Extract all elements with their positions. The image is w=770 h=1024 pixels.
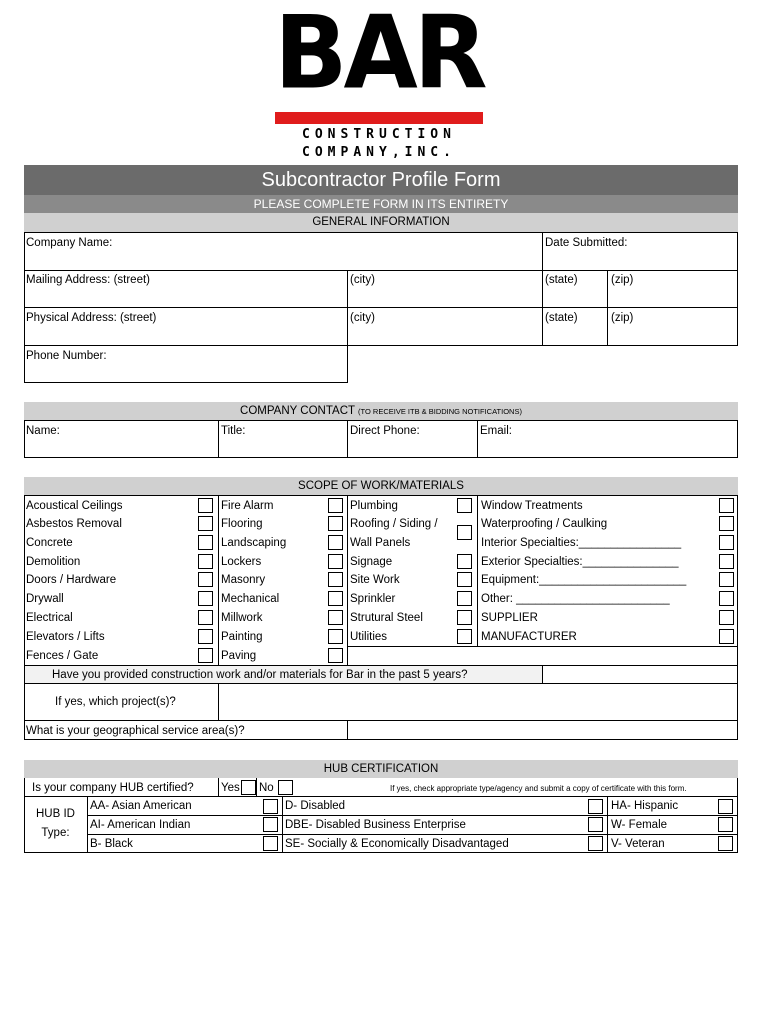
- scope-checkbox[interactable]: [719, 535, 734, 550]
- scope-item: Exterior Specialties:_______________: [481, 556, 679, 568]
- scope-item: Mechanical: [221, 593, 280, 605]
- mailing-street-label: Mailing Address: (street): [26, 274, 150, 286]
- scope-item: Utilities: [350, 631, 388, 643]
- hub-option-label: SE- Socially & Economically Disadvantaged: [285, 838, 509, 850]
- company-contact-heading: [24, 404, 738, 419]
- hub-option-checkbox[interactable]: [263, 799, 278, 814]
- scope-checkbox[interactable]: [328, 629, 343, 644]
- scope-item: Demolition: [26, 556, 81, 568]
- scope-item: Asbestos Removal: [26, 518, 122, 530]
- company-contact-title: COMPANY CONTACT: [240, 405, 355, 417]
- hub-yes-checkbox[interactable]: [241, 780, 256, 795]
- hub-option-checkbox[interactable]: [718, 836, 733, 851]
- hub-option-label: V- Veteran: [611, 838, 665, 850]
- hub-option-checkbox[interactable]: [718, 799, 733, 814]
- scope-checkbox[interactable]: [198, 516, 213, 531]
- scope-item: Painting: [221, 631, 263, 643]
- scope-item: Interior Specialties:________________: [481, 537, 682, 549]
- service-area-label: What is your geographical service area(s)?: [26, 725, 245, 737]
- scope-item: Landscaping: [221, 537, 287, 549]
- scope-item: Window Treatments: [481, 500, 583, 512]
- scope-checkbox[interactable]: [457, 610, 472, 625]
- scope-item: Fences / Gate: [26, 650, 99, 662]
- company-logo: [270, 0, 490, 165]
- hub-note: If yes, check appropriate type/agency and submit a copy of certificate with this form.: [390, 784, 687, 793]
- scope-checkbox[interactable]: [328, 535, 343, 550]
- scope-checkbox[interactable]: [198, 610, 213, 625]
- hub-no-checkbox[interactable]: [278, 780, 293, 795]
- scope-item: Signage: [350, 556, 393, 568]
- which-projects-label: If yes, which project(s)?: [55, 696, 176, 708]
- hub-option-label: AI- American Indian: [90, 819, 191, 831]
- scope-item: Flooring: [221, 518, 263, 530]
- scope-item: Concrete: [26, 537, 73, 549]
- service-area-field[interactable]: [348, 721, 737, 739]
- scope-item: Paving: [221, 650, 257, 662]
- hub-option-checkbox[interactable]: [263, 817, 278, 832]
- scope-checkbox[interactable]: [457, 498, 472, 513]
- hub-option-checkbox[interactable]: [588, 836, 603, 851]
- scope-item: Elevators / Lifts: [26, 631, 105, 643]
- scope-item: Fire Alarm: [221, 500, 274, 512]
- hub-option-label: B- Black: [90, 838, 133, 850]
- scope-checkbox[interactable]: [328, 572, 343, 587]
- scope-checkbox[interactable]: [198, 591, 213, 606]
- hub-option-checkbox[interactable]: [718, 817, 733, 832]
- scope-checkbox[interactable]: [457, 591, 472, 606]
- scope-checkbox[interactable]: [198, 498, 213, 513]
- scope-checkbox[interactable]: [198, 554, 213, 569]
- scope-checkbox[interactable]: [328, 591, 343, 606]
- contact-direct-phone-label: Direct Phone:: [350, 425, 420, 437]
- scope-item: MANUFACTURER: [481, 631, 577, 643]
- logo-wordmark: BAR: [274, 0, 484, 112]
- past-work-answer-field[interactable]: [543, 666, 737, 683]
- mailing-state-label: (state): [545, 274, 578, 286]
- scope-item: Electrical: [26, 612, 73, 624]
- scope-checkbox[interactable]: [457, 554, 472, 569]
- hub-id-label: HUB ID: [36, 808, 75, 820]
- scope-item: Plumbing: [350, 500, 398, 512]
- scope-item: Sprinkler: [350, 593, 396, 605]
- hub-yes-label: Yes: [221, 782, 240, 794]
- physical-city-label: (city): [350, 312, 375, 324]
- form-title: Subcontractor Profile Form: [261, 169, 501, 191]
- hub-option-label: W- Female: [611, 819, 668, 831]
- company-name-label: Company Name:: [26, 237, 113, 249]
- date-submitted-field[interactable]: [543, 233, 737, 270]
- hub-option-label: AA- Asian American: [90, 800, 192, 812]
- hub-option-checkbox[interactable]: [588, 799, 603, 814]
- scope-checkbox[interactable]: [457, 629, 472, 644]
- form-title-band: [24, 165, 738, 195]
- scope-item: Other: ________________________: [481, 593, 670, 605]
- scope-checkbox[interactable]: [198, 572, 213, 587]
- logo-line-construction: CONSTRUCTION: [302, 127, 456, 142]
- hub-option-label: D- Disabled: [285, 800, 346, 812]
- hub-option-checkbox[interactable]: [263, 836, 278, 851]
- scope-item: SUPPLIER: [481, 612, 538, 624]
- date-submitted-label: Date Submitted:: [545, 237, 628, 249]
- hub-question: Is your company HUB certified?: [32, 782, 194, 794]
- scope-checkbox[interactable]: [328, 516, 343, 531]
- scope-checkbox[interactable]: [719, 516, 734, 531]
- hub-option-checkbox[interactable]: [588, 817, 603, 832]
- scope-item: Equipment:_______________________: [481, 574, 687, 586]
- scope-checkbox[interactable]: [719, 572, 734, 587]
- scope-item: Doors / Hardware: [26, 574, 117, 586]
- scope-item: Millwork: [221, 612, 263, 624]
- scope-checkbox[interactable]: [328, 648, 343, 663]
- scope-checkbox[interactable]: [719, 591, 734, 606]
- hub-heading: HUB CERTIFICATION: [323, 763, 439, 775]
- general-info-heading: GENERAL INFORMATION: [312, 216, 450, 228]
- physical-state-label: (state): [545, 312, 578, 324]
- scope-checkbox[interactable]: [198, 648, 213, 663]
- hub-no-label: No: [259, 782, 274, 794]
- physical-street-label: Physical Address: (street): [26, 312, 157, 324]
- hub-type-label: Type:: [41, 827, 70, 839]
- scope-item: Strutural Steel: [350, 612, 423, 624]
- scope-checkbox[interactable]: [198, 629, 213, 644]
- general-info-band: [24, 213, 738, 232]
- form-subtitle-band: [24, 195, 738, 213]
- contact-name-label: Name:: [26, 425, 60, 437]
- logo-line-company: COMPANY,INC.: [302, 145, 456, 160]
- company-contact-note: (TO RECEIVE ITB & BIDDING NOTIFICATIONS): [358, 407, 522, 416]
- company-name-field[interactable]: [25, 233, 542, 270]
- phone-number-label: Phone Number:: [26, 350, 107, 362]
- physical-zip-label: (zip): [611, 312, 634, 324]
- scope-checkbox[interactable]: [328, 610, 343, 625]
- scope-item: Masonry: [221, 574, 266, 586]
- hub-option-label: DBE- Disabled Business Enterprise: [285, 819, 466, 831]
- scope-item: Acoustical Ceilings: [26, 500, 123, 512]
- scope-checkbox[interactable]: [198, 535, 213, 550]
- scope-heading: SCOPE OF WORK/MATERIALS: [298, 480, 464, 492]
- scope-checkbox[interactable]: [457, 572, 472, 587]
- logo-red-stripe: [275, 112, 483, 124]
- scope-checkbox[interactable]: [328, 498, 343, 513]
- scope-item: Site Work: [350, 574, 400, 586]
- scope-item: Lockers: [221, 556, 262, 568]
- scope-checkbox[interactable]: [719, 498, 734, 513]
- mailing-city-label: (city): [350, 274, 375, 286]
- mailing-zip-label: (zip): [611, 274, 634, 286]
- scope-item: Roofing / Siding /: [350, 518, 438, 530]
- which-projects-field[interactable]: [219, 684, 737, 720]
- scope-item: Wall Panels: [350, 537, 411, 549]
- past-work-question: Have you provided construction work and/or materials for Bar in the past 5 years?: [52, 669, 468, 681]
- hub-option-label: HA- Hispanic: [611, 800, 679, 812]
- form-subtitle: PLEASE COMPLETE FORM IN ITS ENTIRETY: [253, 197, 509, 211]
- scope-item: Waterproofing / Caulking: [481, 518, 608, 530]
- scope-checkbox[interactable]: [719, 629, 734, 644]
- scope-checkbox[interactable]: [328, 554, 343, 569]
- scope-checkbox[interactable]: [457, 525, 472, 540]
- scope-checkbox[interactable]: [719, 610, 734, 625]
- scope-item: Drywall: [26, 593, 64, 605]
- scope-checkbox[interactable]: [719, 554, 734, 569]
- contact-email-label: Email:: [480, 425, 512, 437]
- contact-title-label: Title:: [221, 425, 246, 437]
